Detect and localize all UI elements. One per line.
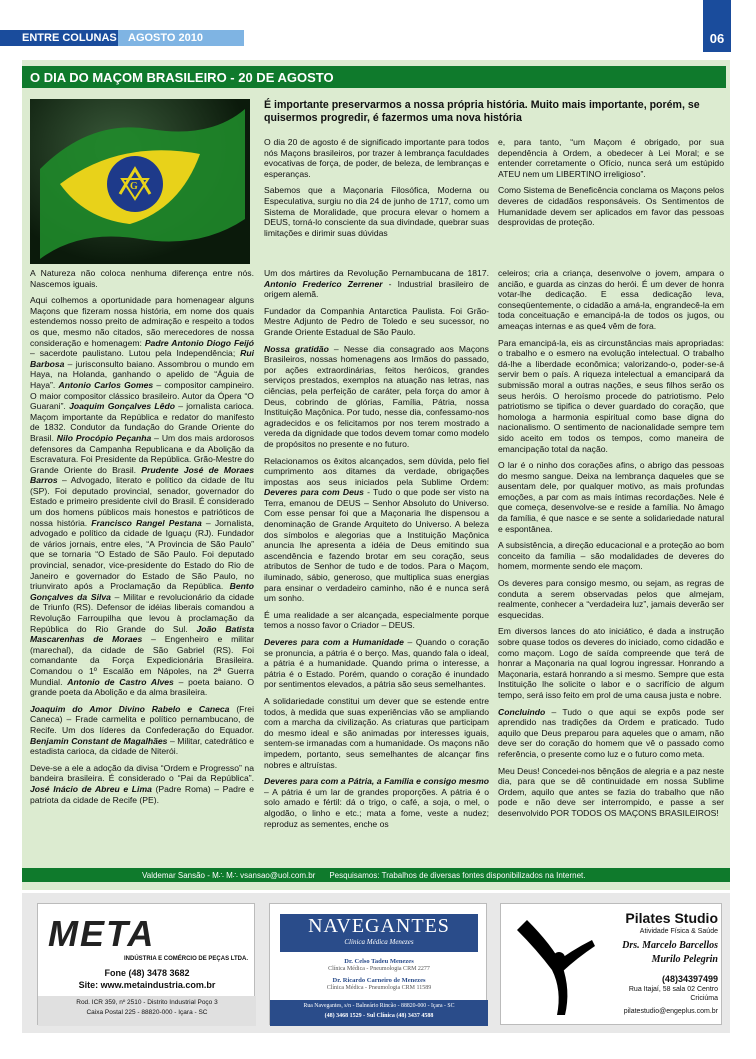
paragraph: celeiros; cria a criança, desenvolve o jovem, ampara o ancião, e guarda as cinzas do herói. É um dever de honra votar-lhe dedicação. E essa dedicação leva, conseqüentemente, o cidadão a amá-la, engrandecê-la em toda conceituação e emancipá-la de todos os jugos, ou ameaças internas e as que4 vêm de fora. (498, 268, 724, 331)
issue-date: AGOSTO 2010 (118, 30, 244, 46)
flag-emblem-illustration (30, 99, 250, 264)
pilates-phone: (48)34397499 (661, 974, 718, 984)
doctor-1: Dr. Celso Tadeu Menezes (344, 958, 414, 965)
pilates-doctor-1: Drs. Marcelo Barcellos (622, 940, 718, 951)
paragraph: Joaquim do Amor Divino Rabelo e Caneca (Frei Caneca) – Frade carmelita e político pernambucano, de Recife. Um dos líderes da Confederação do Equador. Benjamin Constant de Magalhães – Militar, catedrático e estadista carioca, da cidade de Niterói. (30, 703, 254, 757)
navegantes-address: Rua Navegantes, s/n - Balneário Rincão - 88820-000 - Içara - SC (303, 1003, 455, 1009)
body-column-1 (30, 268, 254, 811)
pilates-address-2: Criciúma (690, 995, 718, 1002)
section-header (0, 30, 244, 46)
paragraph: O dia 20 de agosto é de significado importante para todos nós Maçons brasileiros, por trazer à lembrança faculdades evocativas de força, de poder, de beleza, de lembranças e esperanças. (264, 137, 489, 179)
pilates-name: Pilates Studio (625, 910, 718, 926)
doctor-2: Dr. Ricardo Carneiro de Menezes (332, 977, 426, 984)
author-credit: Valdemar Sansão - M∴ M∴ vsansao@uol.com.br (142, 870, 316, 880)
paragraph: A solidariedade constitui um dever que se estende entre todos, à medida que suas experiências vão se ampliando com a marcha da civilização. As criaturas que participam do mesmo ideal e são animadas por interesses iguais, sentem-se irmanadas com a humanidade. Os maçons não impedem, portanto, seus semelhantes de alcançar fins nobres e altruístas. (264, 695, 489, 770)
intro-column-1 (264, 137, 489, 244)
paragraph: Concluindo – Tudo o que aqui se expôs pode ser aprendido nas tradições da Ordem e praticado. Tudo aquilo que Deus preparou para aqueles que o amam, não deve ser do coração do homem que vê o passado como referência, o presente como luz e o futuro como meta. (498, 706, 724, 759)
paragraph: O lar é o ninho dos corações afins, o abrigo das pessoas do mesmo sangue. Deixa na lembrança daqueles que se ausentam dele, por qualquer motivo, as mais profundas emoções, a par com as mais íntimas recordações. Nele é que começa, desenvolve-se e reside a família. No âmago da família, é que nasce e se sente a solidariedade natural e espontânea. (498, 460, 724, 534)
svg-text:G: G (130, 181, 138, 192)
ad-meta[interactable] (37, 903, 255, 1025)
paragraph: Fundador da Companhia Antarctica Paulista. Foi Grão-Mestre Adjunto de Pedro de Toledo e seu sucessor, no Grande Oriente Estadual de São Paulo. (264, 305, 489, 337)
paragraph: Deveres para com a Humanidade – Quando o coração se pronuncia, a pátria é o berço. Mas, quando fala o ideal, a pátria é a humanidade. Quando prima o interesse, a pátria é o Estado. Porém, quando o coração é inundado por sentimentos elevados, a pátria são seus semelhantes. (264, 637, 489, 690)
paragraph: e, para tanto, “um Maçom é obrigado, por sua dependência à Ordem, a obedecer à Lei Moral; e se entender corretamente o Ofício, nunca será um estúpido ATEU nem um LIBERTINO irreligioso”. (498, 137, 724, 179)
paragraph: Como Sistema de Beneficência conclama os Maçons pelos deveres de cidadãos responsáveis. Os Sentimentos de Humanidade devem ser aplicados em favor das pessoas desprovidas de proteção. (498, 185, 724, 228)
body-column-2 (264, 268, 489, 835)
pilates-address-1: Rua Itajaí, 58 sala 02 Centro (628, 986, 718, 993)
paragraph: Em diversos lances do ato iniciático, é dada a instrução sobre quase todos os deveres do iniciado, como cidadão e como maçom. Logo de saída compreende que terá de honrar a Maçonaria na qual logrou ingressar. Honrando a Maçonaria, estará honrando a si mesmo. Sempre que esta Instituição lhe solicite o labor e o sacrifício de algum tempo, será isso feito em prol de uma causa justa e nobre. (498, 626, 724, 700)
article-title: O DIA DO MAÇOM BRASILEIRO - 20 DE AGOSTO (22, 66, 726, 88)
paragraph: Deve-se a ele a adoção da divisa “Ordem e Progresso” na bandeira brasileira. É considerado o “Pai da República”. José Inácio de Abreu e Lima (Padre Roma) – Padre e patriota da cidade de Recife (PE). (30, 762, 254, 805)
paragraph: Os deveres para consigo mesmo, ou sejam, as regras de conduta a serem observadas pelos que almejam, realmente, conhecer a “verdadeira luz”, jamais deverão ser esquecidas. (498, 578, 724, 620)
paragraph: Aqui colhemos a oportunidade para homenagear alguns Maçons que fizeram nossa história, em nome dos quais estendemos nosso preito de admiração e respeito a todos os que, mesmo não citados, são merecedores de nossa consideração e homenagem: Padre Antonio Diogo Feijó – sacerdote paulistano. Lutou pela Independência; Rui Barbosa – jurisconsulto baiano. Assombrou o mundo em Haya, na Holanda, ganhando o apelido de “Águia de Haya”. Antonio Carlos Gomes – compositor campineiro. O maior compositor clássico brasileiro. Autor da Ópera “O Guarani”. Joaquim Gonçalves Lêdo – jornalista carioca. Maçom importante da República e redator do manifesto de 1832. Condutor da fundação do Grande Oriente do Brasil. Nilo Procópio Peçanha – Um dos mais ardorosos defensores da Campanha Republicana e da Abolição da Escravatura. Foi Presidente da República. Grão-Mestre do Grande Oriente do Brasil. Prudente José de Moraes Barros – Advogado, literato e político da cidade de Itu (SP). Foi deputado provincial, senador, governador do Estado e primeiro presidente civil do Brasil. É considerado um dos homens públicos mais honestos e patrióticos de nossa história. Francisco Rangel Pestana – Jornalista, advogado e político da cidade de Iguaçu (RJ). Fundador de vários jornais, entre eles, “A Provincia de São Paulo” que se tornaria “O Estado de São Paulo. Foi deputado provincial, senador, vice-presidente do Estado do Rio de Janeiro e governador do Estado de São Paulo, no triunvirato após a Proclamação da República. Bento Gonçalves da Silva – Militar e revolucionário da cidade de Triunfo (RS). Defensor de idéias liberais comandou a Revolução Farroupilha que levou à proclamação da República do Rio Grande do Sul. João Batista Mascarenhas de Moraes – Engenheiro e militar (marechal), da cidade de São Gabriel (RS). Foi comandante da Força Expedicionária Brasileira. Comandou o 1º Escalão em Nápoles, na 2ª Guerra Mundial. Antonio de Castro Alves – poeta baiano. O grande poeta da Abolição e da alma brasileira. (30, 295, 255, 698)
meta-address-2: Caixa Postal 225 - 88820-000 - Içara - SC (86, 1009, 208, 1016)
paragraph: Deveres para com a Pátria, a Família e consigo mesmo – A pátria é um lar de grandes proporções. A pátria é o solo amado e fértil: dá o trigo, o café, a soja, o mel, o algodão, o linho e etc.; mata a fome, veste a nudez; reproduz as sementes, enche os (264, 776, 489, 829)
pilates-doctor-2: Murilo Pelegrin (651, 954, 718, 965)
article-footer (22, 868, 730, 882)
paragraph: A Natureza não coloca nenhuma diferença entre nós. Nascemos iguais. (30, 268, 254, 289)
doctor-2-crm: Clínica Médica - Pneumologia CRM 11589 (326, 985, 432, 991)
ad-pilates[interactable] (500, 903, 722, 1025)
meta-phone: Fone (48) 3478 3682 (104, 968, 190, 978)
page-number: 06 (703, 0, 731, 52)
paragraph: Para emancipá-la, eis as circunstâncias mais apropriadas: o trabalho e o esmero na evolução intelectual. O trabalho dá-lhe a liberdade econômica; valorizando-o, poder-se-á servir bem o país. A riqueza intelectual a emancipará da submissão moral a outras nações, e seus filhos serão os seus heróis. O heroísmo procede do patriotismo. Pelo patriotismo se tipifica o dever guardado do coração, que homologa a harmonia espiritual como base digna do nacionalismo. O sentimento de nacionalidade sempre tem sido aceito em todos os tempos, como maneira de emancipação total da nação. (498, 337, 724, 454)
paragraph: Meu Deus! Concedei-nos bênçãos de alegria e a paz neste dia, para que se dê continuidade em nossa Sublime Ordem, aquilo que antes se fazia do trabalho que não pode e não deve ser interrompido, e passe a ser desenvolvido POR TODOS OS MAÇONS BRASILEIROS! (498, 765, 724, 818)
pilates-email: pilatestudio@engeplus.com.br (623, 1008, 718, 1015)
paragraph: É uma realidade a ser alcançada, especialmente porque temos a nosso favor o Criador – DEUS. (264, 609, 489, 631)
paragraph: Nossa gratidão – Nesse dia consagrado aos Maçons Brasileiros, nossas homenagens aos Irmãos do passado, por ações extraordinárias, feitos heróicos, grandes serviços prestados, exemplos na atuação nas letras, nas ciências, pela perfeição de caráter, pela força do amor à Deus, cobrindo de glórias, Família, Pátria, nossa Instituição Maçônica. Por tudo, nesse dia, confessamo-nos agradecidos e os felicitamos por nos terem mostrado a vereda da dignidade que todos devem tomar como modelo de propósitos no presente e no futuro. (264, 343, 489, 449)
paragraph: Sabemos que a Maçonaria Filosófica, Moderna ou Especulativa, surgiu no dia 24 de junho de 1717, como um Sistema de Moralidade, que procura elevar o homem a DEUS, torná-lo consciente da sua divindade, quebrar suas limitações e dirimir suas dúvidas (264, 185, 489, 238)
meta-site: Site: www.metaindustria.com.br (78, 980, 216, 990)
pilates-figure-icon (507, 910, 597, 1020)
flag-emblem-photo (30, 99, 250, 264)
paragraph: A subsistência, a direção educacional e a proteção ao bom conceito da família – são modalidades de deveres do homem, mormente sendo ele maçom. (498, 540, 724, 572)
meta-logo: META (48, 913, 156, 954)
paragraph: Relacionamos os êxitos alcançados, sem dúvida, pelo fiel cumprimento aos ditames da verdade, obrigações impostas aos seus iniciados pela Sublime Ordem: Deveres para com Deus - Tudo o que pode ser visto na Terra, emanou de DEUS – Senhor Absoluto do Universo. Com esse pensar foi que a Maçonaria lhe dispensou a denominação de Grande Arquiteto do Universo. A beleza dos símbolos e alegorias que a Instituição Maçônica anuncia lhe apresenta a idéia de Deus emitindo sua ascendência e fazendo brotar em seu coração, seus atributos de Senhor de tudo e de todos. Para o Maçom, iluminado, sábio, generoso, que multiplica suas energias para ensinar o verdadeiro caminho, não é e nunca será um sonho. (264, 455, 489, 604)
body-column-3 (498, 268, 724, 825)
navegantes-phones: (48) 3468 1529 - Sul Clínica (48) 3437 4588 (324, 1013, 434, 1019)
doctor-1-crm: Clínica Médica - Pneumologia CRM 2277 (328, 966, 430, 972)
article-lead: É importante preservarmos a nossa própria história. Muito mais importante, porém, se quisermos progredir, é fazermos uma nova história (264, 99, 700, 124)
pilates-sub: Atividade Física & Saúde (639, 928, 718, 935)
meta-address-1: Rod. ICR 359, nº 2510 - Distrito Industrial Poço 3 (76, 999, 218, 1006)
paragraph: Um dos mártires da Revolução Pernambucana de 1817. Antonio Frederico Zerrener - Industrial brasileiro de origem alemã. (264, 268, 489, 300)
meta-subtitle: INDÚSTRIA E COMÉRCIO DE PEÇAS LTDA. (123, 956, 248, 962)
section-name: ENTRE COLUNAS (22, 32, 117, 44)
intro-column-2 (498, 137, 724, 234)
navegantes-logo: NAVEGANTES (308, 915, 450, 937)
ad-navegantes[interactable] (269, 903, 487, 1025)
sources-credit: Pesquisamos: Trabalhos de diversas fontes disponibilizados na Internet. (329, 870, 586, 880)
navegantes-sub: Clínica Médica Menezes (344, 938, 414, 946)
